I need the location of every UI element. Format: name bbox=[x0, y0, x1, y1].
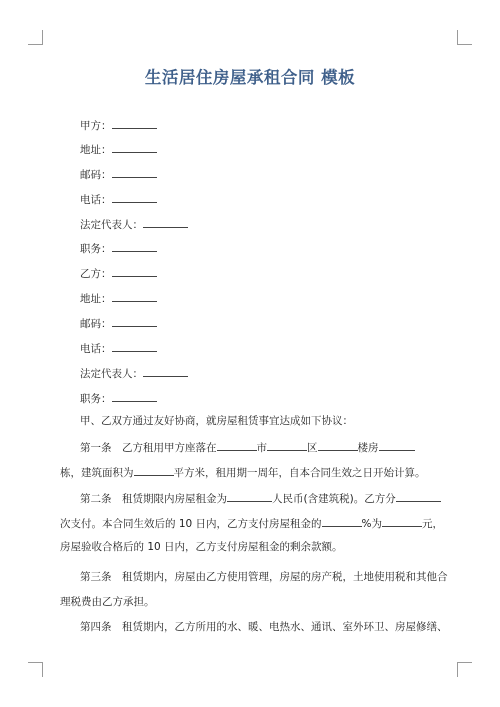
text-segment: 区 bbox=[307, 442, 318, 454]
party-b-name-line bbox=[80, 265, 157, 281]
article-2-line-2 bbox=[60, 515, 443, 531]
blank-line bbox=[318, 439, 358, 451]
blank-line bbox=[112, 191, 157, 203]
field-label: 职务： bbox=[80, 243, 112, 255]
party-b-address-line bbox=[80, 290, 157, 306]
blank-line bbox=[112, 315, 157, 327]
text-segment: 元， bbox=[422, 518, 444, 530]
text-segment: 第一条 乙方租用甲方座落在 bbox=[80, 442, 217, 454]
field-label: 甲方： bbox=[80, 120, 112, 132]
field-label: 法定代表人： bbox=[80, 368, 143, 380]
text-segment: 平方米，租用期一周年，自本合同生效之日开始计算。 bbox=[173, 467, 426, 479]
blank-line bbox=[112, 390, 157, 402]
text-segment: 第二条 租赁期限内房屋租金为 bbox=[80, 493, 227, 505]
party-a-address-line bbox=[80, 141, 157, 157]
field-label: 邮码： bbox=[80, 318, 112, 330]
party-b-legal-rep-line bbox=[80, 365, 188, 381]
field-label: 邮码： bbox=[80, 169, 112, 181]
intro-paragraph: 甲、乙双方通过友好协商，就房屋租赁事宜达成如下协议： bbox=[80, 415, 353, 427]
party-a-postcode-line bbox=[80, 166, 157, 182]
field-label: 地址： bbox=[80, 144, 112, 156]
blank-line bbox=[143, 365, 188, 377]
blank-line bbox=[322, 515, 362, 527]
blank-line bbox=[379, 439, 415, 451]
text-segment: %为 bbox=[361, 518, 383, 530]
blank-line bbox=[112, 265, 157, 277]
blank-line bbox=[217, 439, 257, 451]
blank-line bbox=[227, 490, 272, 502]
blank-line bbox=[112, 340, 157, 352]
crop-mark-bottom-right bbox=[457, 662, 472, 677]
party-b-postcode-line bbox=[80, 315, 157, 331]
blank-line bbox=[112, 141, 157, 153]
party-b-phone-line bbox=[80, 340, 157, 356]
blank-line bbox=[112, 290, 157, 302]
field-label: 地址： bbox=[80, 293, 112, 305]
field-label: 乙方： bbox=[80, 268, 112, 280]
document-title: 生活居住房屋承租合同 模板 bbox=[144, 68, 356, 87]
field-label: 法定代表人： bbox=[80, 219, 143, 231]
field-label: 电话： bbox=[80, 343, 112, 355]
text-segment: 人民币(含建筑税)。乙方分 bbox=[272, 493, 396, 505]
article-4-line-1: 第四条 租赁期内，乙方所用的水、暖、电热水、通讯、室外环卫、房屋修缮、 bbox=[80, 621, 448, 633]
article-1-line-1 bbox=[80, 439, 415, 455]
party-b-position-line bbox=[80, 390, 157, 406]
text-segment: 栋，建筑面积为 bbox=[60, 467, 134, 479]
crop-mark-top-left bbox=[28, 30, 43, 45]
party-a-phone-line bbox=[80, 191, 157, 207]
text-segment: 市 bbox=[256, 442, 267, 454]
blank-line bbox=[396, 490, 441, 502]
article-3-line-2: 理税费由乙方承担。 bbox=[60, 596, 155, 608]
article-2-line-3: 房屋验收合格后的 10 日内，乙方支付房屋租金的剩余款额。 bbox=[60, 541, 343, 553]
crop-mark-bottom-left bbox=[28, 662, 43, 677]
article-3-line-1: 第三条 租赁期内，房屋由乙方使用管理，房屋的房产税，土地使用税和其他合 bbox=[80, 571, 448, 583]
blank-line bbox=[112, 117, 157, 129]
text-segment: 楼房 bbox=[357, 442, 379, 454]
blank-line bbox=[382, 515, 422, 527]
blank-line bbox=[112, 240, 157, 252]
article-1-line-2 bbox=[60, 464, 426, 480]
party-a-position-line bbox=[80, 240, 157, 256]
field-label: 电话： bbox=[80, 194, 112, 206]
text-segment: 次支付。本合同生效后的 10 日内，乙方支付房屋租金的 bbox=[60, 518, 322, 530]
party-a-legal-rep-line bbox=[80, 216, 188, 232]
field-label: 职务： bbox=[80, 393, 112, 405]
blank-line bbox=[143, 216, 188, 228]
crop-mark-top-right bbox=[457, 30, 472, 45]
blank-line bbox=[112, 166, 157, 178]
party-a-name-line bbox=[80, 117, 157, 133]
blank-line bbox=[134, 464, 174, 476]
article-2-line-1 bbox=[80, 490, 441, 506]
blank-line bbox=[267, 439, 307, 451]
